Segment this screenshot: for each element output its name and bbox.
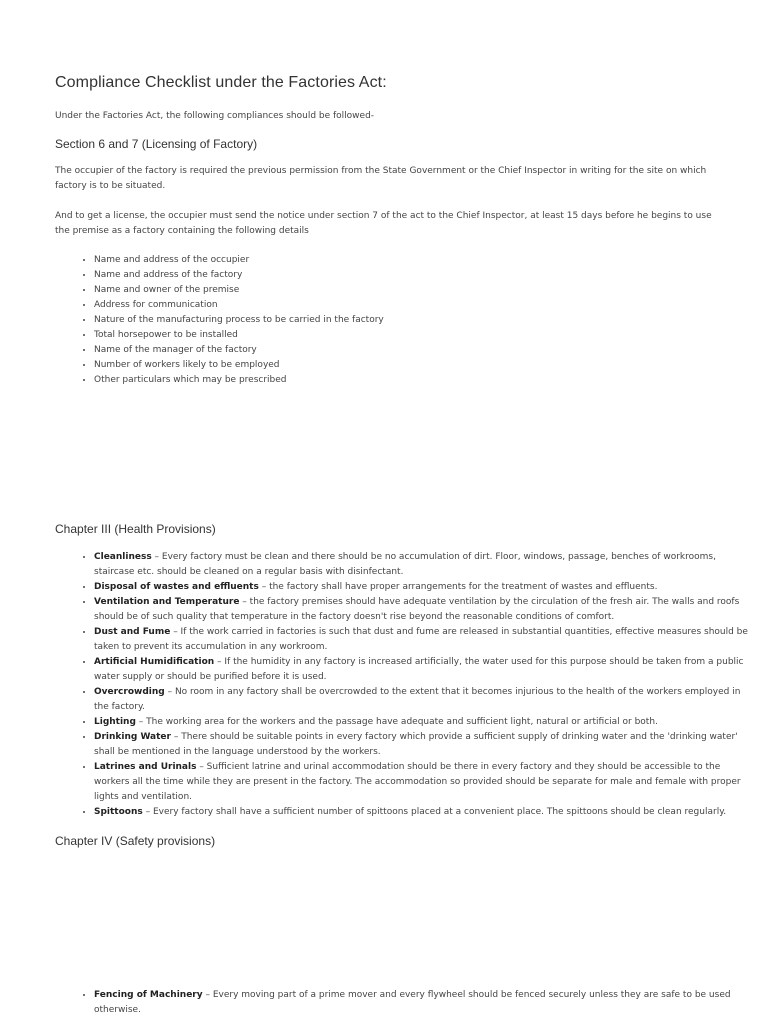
licensing-paragraph-1: The occupier of the factory is required the previous permission from the State Government or the Chief Inspector in writing for the site on which factory is to be situated. bbox=[55, 166, 707, 191]
provision-text: – If the work carried in factories is such that dust and fume are released in substantial quantities, effective measures should be taken to prevent its accumulation in any workroom. bbox=[94, 627, 748, 652]
health-provisions-list bbox=[56, 550, 754, 820]
provision-text: – There should be suitable points in every factory which provide a sufficient supply of drinking water and the 'drinking water' shall be mentioned in the language understood by the workers. bbox=[94, 732, 738, 757]
list-item bbox=[94, 730, 754, 760]
list-item bbox=[94, 550, 754, 580]
provision-text: – Every moving part of a prime mover and every flywheel should be fenced securely unless they are safe to be used otherwise. bbox=[94, 990, 731, 1015]
licensing-paragraph-2: And to get a license, the occupier must send the notice under section 7 of the act to the Chief Inspector, at least 15 days before he begins to use the premise as a factory containing the following details bbox=[55, 211, 712, 236]
list-item: • Name and address of the factory bbox=[94, 268, 754, 283]
list-item bbox=[94, 805, 754, 820]
provision-term: Fencing of Machinery bbox=[94, 990, 203, 1000]
provision-term: Drinking Water bbox=[94, 732, 171, 742]
provision-term: Overcrowding bbox=[94, 687, 165, 697]
provision-term: Cleanliness bbox=[94, 552, 152, 562]
provision-text: – Every factory must be clean and there should be no accumulation of dirt. Floor, windows, passage, benches of workrooms, staircase etc. should be cleaned on a regular basis with disinfectant. bbox=[94, 552, 716, 577]
list-item: • Address for communication bbox=[94, 298, 754, 313]
section-licensing-heading: Section 6 and 7 (Licensing of Factory) bbox=[55, 137, 258, 151]
list-item: • Nature of the manufacturing process to be carried in the factory bbox=[94, 313, 754, 328]
intro-text: Under the Factories Act, the following compliances should be followed- bbox=[55, 111, 375, 121]
list-item bbox=[94, 580, 754, 595]
provision-term: Artificial Humidification bbox=[94, 657, 215, 667]
list-item: • Number of workers likely to be employed bbox=[94, 358, 754, 373]
list-item bbox=[94, 685, 754, 715]
chapter-health-heading: Chapter III (Health Provisions) bbox=[55, 522, 216, 536]
chapter-safety-heading: Chapter IV (Safety provisions) bbox=[55, 834, 216, 848]
provision-text: – If the humidity in any factory is increased artificially, the water used for this purpose should be taken from a public water supply or should be purified before it is used. bbox=[94, 657, 744, 682]
list-item bbox=[94, 715, 754, 730]
provision-term: Lighting bbox=[94, 717, 136, 727]
list-item: • Other particulars which may be prescribed bbox=[94, 373, 754, 388]
provision-term: Spittoons bbox=[94, 807, 143, 817]
list-item: • Name of the manager of the factory bbox=[94, 343, 754, 358]
document-title: Compliance Checklist under the Factories Act: bbox=[55, 74, 387, 91]
provision-term: Disposal of wastes and effluents bbox=[94, 582, 259, 592]
provision-term: Dust and Fume bbox=[94, 627, 171, 637]
list-item: • Total horsepower to be installed bbox=[94, 328, 754, 343]
provision-text: – the factory premises should have adequate ventilation by the circulation of the fresh air. The walls and roofs should be of such quality that temperature in the factory doesn't rise beyond the reasonable conditions of comfort. bbox=[94, 597, 740, 622]
list-item bbox=[94, 625, 754, 655]
safety-provisions-list bbox=[56, 988, 754, 1018]
licensing-details-list bbox=[56, 253, 754, 388]
provision-term: Latrines and Urinals bbox=[94, 762, 197, 772]
list-item bbox=[94, 595, 754, 625]
provision-text: – The working area for the workers and the passage have adequate and sufficient light, natural or artificial or both. bbox=[135, 717, 658, 727]
provision-term: Ventilation and Temperature bbox=[94, 597, 240, 607]
provision-text: – Sufficient latrine and urinal accommodation should be there in every factory and they should be accessible to the workers all the time while they are present in the factory. The accommodation so provided should be separate for male and female with proper lights and ventilation. bbox=[94, 762, 741, 802]
provision-text: – the factory shall have proper arrangements for the treatment of wastes and effluents. bbox=[258, 582, 658, 592]
list-item bbox=[94, 655, 754, 685]
list-item: • Name and owner of the premise bbox=[94, 283, 754, 298]
list-item bbox=[94, 988, 754, 1018]
list-item: • Name and address of the occupier bbox=[94, 253, 754, 268]
provision-text: – Every factory shall have a sufficient number of spittoons placed at a convenient place. The spittoons should be clean regularly. bbox=[142, 807, 727, 817]
list-item bbox=[94, 760, 754, 805]
provision-text: – No room in any factory shall be overcrowded to the extent that it becomes injurious to the health of the workers employed in the factory. bbox=[94, 687, 741, 712]
